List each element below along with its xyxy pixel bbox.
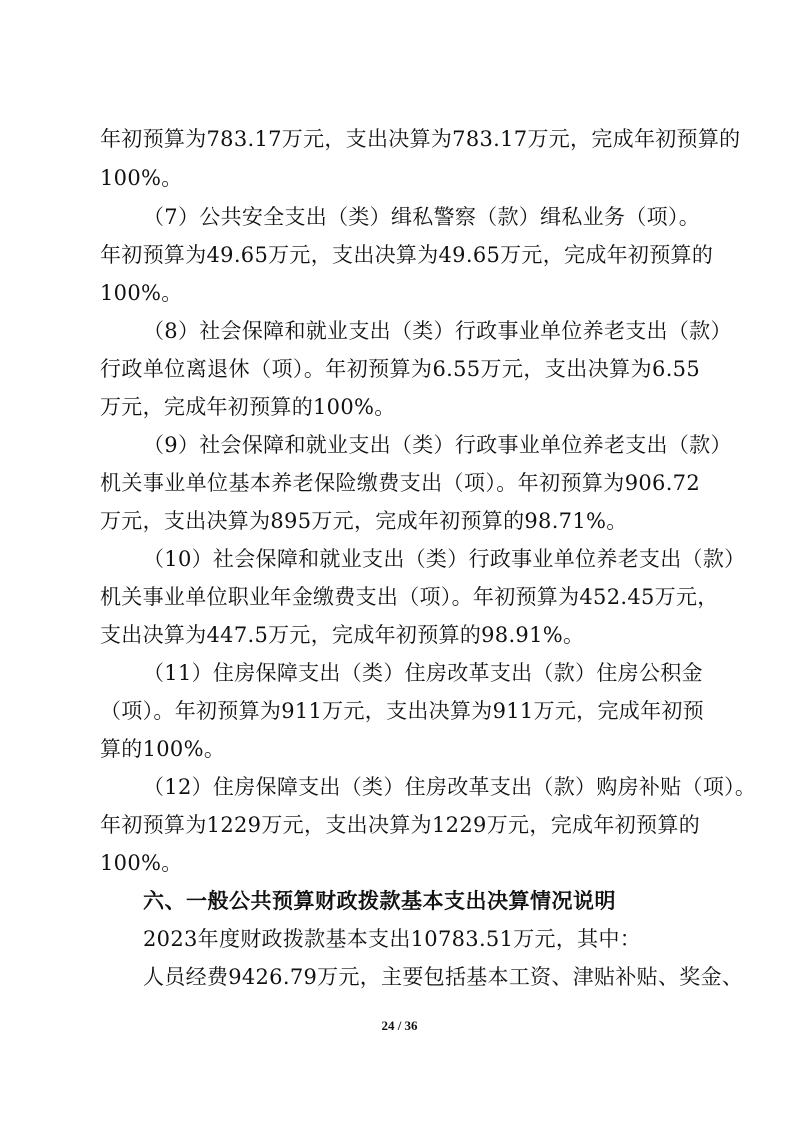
text-line: 100%。	[100, 166, 183, 190]
text-line: 机关事业单位职业年金缴费支出（项）。年初预算为452.45万元，	[100, 585, 719, 609]
text-line: 年初预算为1229万元，支出决算为1229万元，完成年初预算的	[100, 813, 700, 837]
item-8-title: （8）社会保障和就业支出（类）行政事业单位养老支出（款）	[143, 319, 732, 343]
text-line: 算的100%。	[100, 737, 226, 761]
text-line: 行政单位离退休（项）。年初预算为6.55万元，支出决算为6.55	[100, 357, 700, 381]
text-line: 万元，完成年初预算的100%。	[100, 395, 396, 419]
item-7-title: （7）公共安全支出（类）缉私警察（款）缉私业务（项）。	[143, 205, 700, 229]
section-heading: 六、一般公共预算财政拨款基本支出决算情况说明	[143, 889, 616, 913]
text-line: 年初预算为783.17万元，支出决算为783.17万元，完成年初预算的	[100, 127, 741, 151]
item-11-title: （11）住房保障支出（类）住房改革支出（款）住房公积金	[143, 661, 703, 685]
text-line: （项）。年初预算为911万元，支出决算为911万元，完成年初预	[100, 699, 704, 723]
text-line: 支出决算为447.5万元，完成年初预算的98.91%。	[100, 623, 585, 647]
text-line: 年初预算为49.65万元，支出决算为49.65万元，完成年初预算的	[100, 243, 714, 267]
item-12-title: （12）住房保障支出（类）住房改革支出（款）购房补贴（项）。	[143, 775, 757, 799]
text-line: 100%。	[100, 851, 183, 875]
text-line: 人员经费9426.79万元，主要包括基本工资、津贴补贴、奖金、	[143, 965, 744, 989]
text-line: 万元，支出决算为895万元，完成年初预算的98.71%。	[100, 509, 628, 533]
text-line: 100%。	[100, 281, 183, 305]
text-line: 机关事业单位基本养老保险缴费支出（项）。年初预算为906.72	[100, 471, 700, 495]
item-10-title: （10）社会保障和就业支出（类）行政事业单位养老支出（款）	[143, 547, 746, 571]
page-number: 24 / 36	[381, 1018, 418, 1033]
text-line: 2023年度财政拨款基本支出10783.51万元，其中：	[143, 927, 642, 951]
item-9-title: （9）社会保障和就业支出（类）行政事业单位养老支出（款）	[143, 433, 732, 457]
